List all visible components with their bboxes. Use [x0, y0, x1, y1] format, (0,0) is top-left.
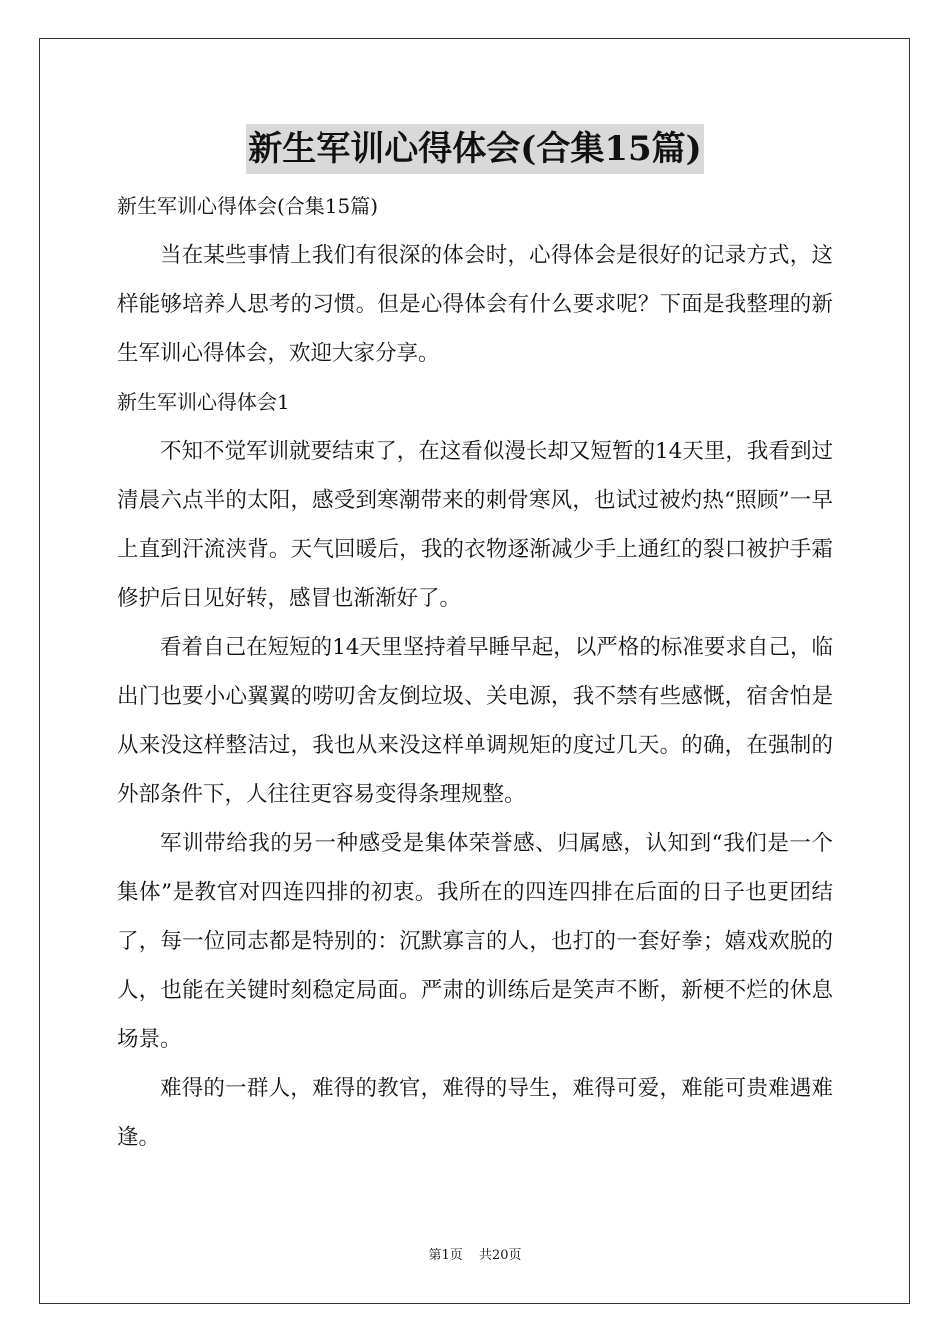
body-paragraph: 难得的一群人，难得的教官，难得的导生，难得可爱，难能可贵难遇难逢。 [117, 1076, 833, 1150]
body-paragraph: 看着自己在短短的14天里坚持着早睡早起，以严格的标准要求自己，临出门也要小心翼翼的唠叨舍友倒垃圾、关电源，我不禁有些感慨，宿舍怕是从来没这样整洁过，我也从来没这样单调规矩的度过几天。的确，在强制的外部条件下，人往往更容易变得条理规整。 [117, 635, 833, 807]
page-total: 共20页 [478, 1248, 522, 1263]
intro-paragraph: 当在某些事情上我们有很深的体会时，心得体会是很好的记录方式，这样能够培养人思考的习惯。但是心得体会有什么要求呢？下面是我整理的新生军训心得体会，欢迎大家分享。 [117, 243, 833, 366]
section-heading: 新生军训心得体会1 [117, 390, 290, 414]
page-number: 第1页 [428, 1248, 463, 1263]
subtitle-line: 新生军训心得体会(合集15篇) [117, 194, 379, 218]
document-body [117, 182, 833, 1162]
page-footer [0, 1246, 950, 1266]
body-paragraph: 军训带给我的另一种感受是集体荣誉感、归属感，认知到“我们是一个集体”是教官对四连四排的初衷。我所在的四连四排在后面的日子也更团结了，每一位同志都是特别的：沉默寡言的人，也打的一套好拳；嬉戏欢脱的人，也能在关键时刻稳定局面。严肃的训练后是笑声不断，新梗不烂的休息场景。 [117, 831, 833, 1052]
body-paragraph: 不知不觉军训就要结束了，在这看似漫长却又短暂的14天里，我看到过清晨六点半的太阳，感受到寒潮带来的刺骨寒风，也试过被灼热“照顾”一早上直到汗流浃背。天气回暖后，我的衣物逐渐减少手上通红的裂口被护手霜修护后日见好转，感冒也渐渐好了。 [117, 439, 833, 611]
title-container [0, 124, 950, 174]
document-title: 新生军训心得体会(合集15篇) [246, 124, 704, 174]
